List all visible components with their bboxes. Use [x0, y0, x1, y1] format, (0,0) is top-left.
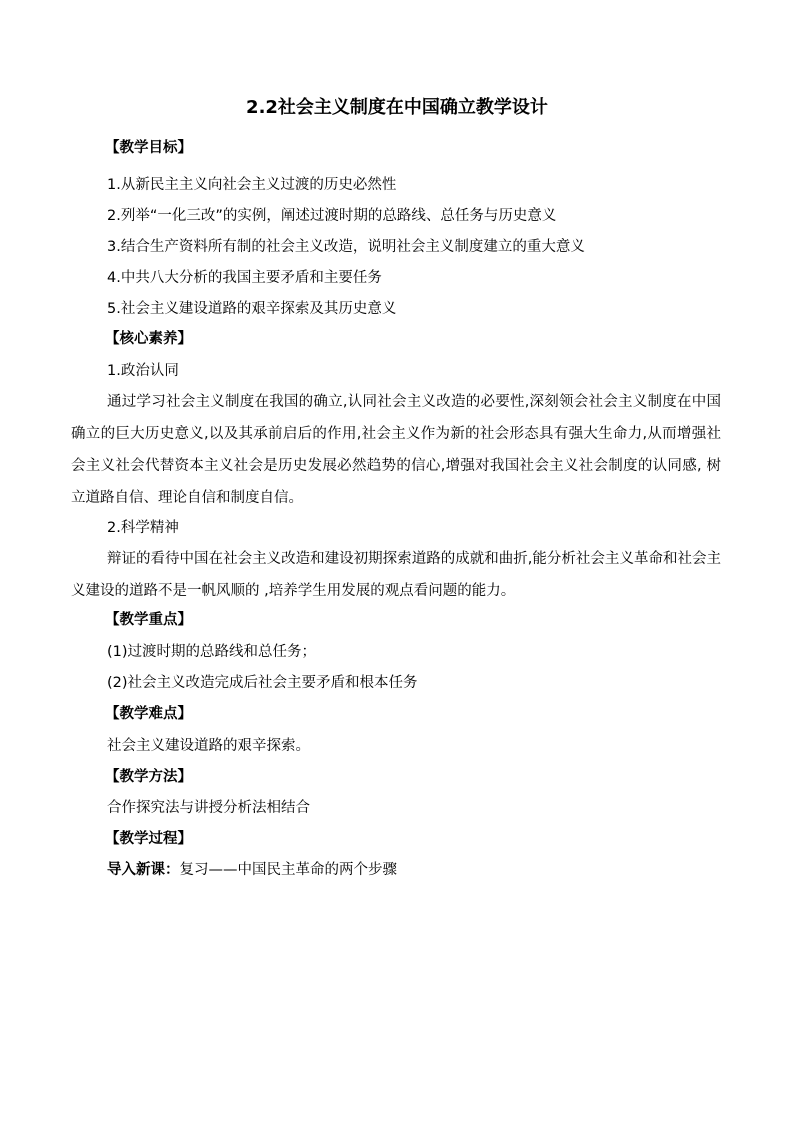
literacy-heading: 【核心素养】 — [105, 331, 192, 347]
process-intro-text: 复习——中国民主革命的两个步骤 — [179, 862, 397, 878]
objective-item-3: 3.结合生产资料所有制的社会主义改造，说明社会主义制度建立的重大意义 — [107, 239, 585, 255]
objective-item-1: 1.从新民主主义向社会主义过渡的历史必然性 — [107, 177, 397, 193]
keypoint-item-1: (1)过渡时期的总路线和总任务； — [107, 644, 317, 660]
keypoint-item-2: (2)社会主义改造完成后社会主要矛盾和根本任务 — [107, 675, 418, 691]
process-intro-label: 导入新课： — [107, 862, 180, 878]
process-heading: 【教学过程】 — [105, 831, 192, 847]
difficulty-heading: 【教学难点】 — [105, 706, 192, 722]
difficulty-text: 社会主义建设道路的艰辛探索。 — [107, 738, 310, 754]
page-title: 2.2社会主义制度在中国确立教学设计 — [246, 97, 548, 118]
objective-item-2: 2.列举“一化三改”的实例，阐述过渡时期的总路线、总任务与历史意义 — [107, 208, 557, 224]
literacy-political-text: 通过学习社会主义制度在我国的确立,认同社会主义改造的必要性,深刻领会社会主义制度在中国确立的巨大历史意义,以及其承前启后的作用,社会主义作为新的社会形态具有强大生命力,从而增强社会主义社会代替资本主义社会是历史发展必然趋势的信心,增强对我国社会主义社会制度的认同感, 树立道路自信、理论自信和制度自信。 — [71, 394, 721, 506]
objective-item-4: 4.中共八大分析的我国主要矛盾和主要任务 — [107, 270, 382, 286]
objective-item-5: 5.社会主义建设道路的艰辛探索及其历史意义 — [107, 301, 397, 317]
objectives-heading: 【教学目标】 — [105, 140, 192, 156]
method-heading: 【教学方法】 — [105, 769, 192, 785]
literacy-political-label: 1.政治认同 — [107, 363, 179, 379]
literacy-science-label: 2.科学精神 — [107, 520, 179, 536]
process-intro — [107, 860, 397, 880]
method-text: 合作探究法与讲授分析法相结合 — [107, 800, 310, 816]
keypoints-heading: 【教学重点】 — [105, 612, 192, 628]
literacy-science-text: 辩证的看待中国在社会主义改造和建设初期探索道路的成就和曲折,能分析社会主义革命和社会主义建设的道路不是一帆风顺的 ,培养学生用发展的观点看问题的能力。 — [71, 551, 721, 599]
